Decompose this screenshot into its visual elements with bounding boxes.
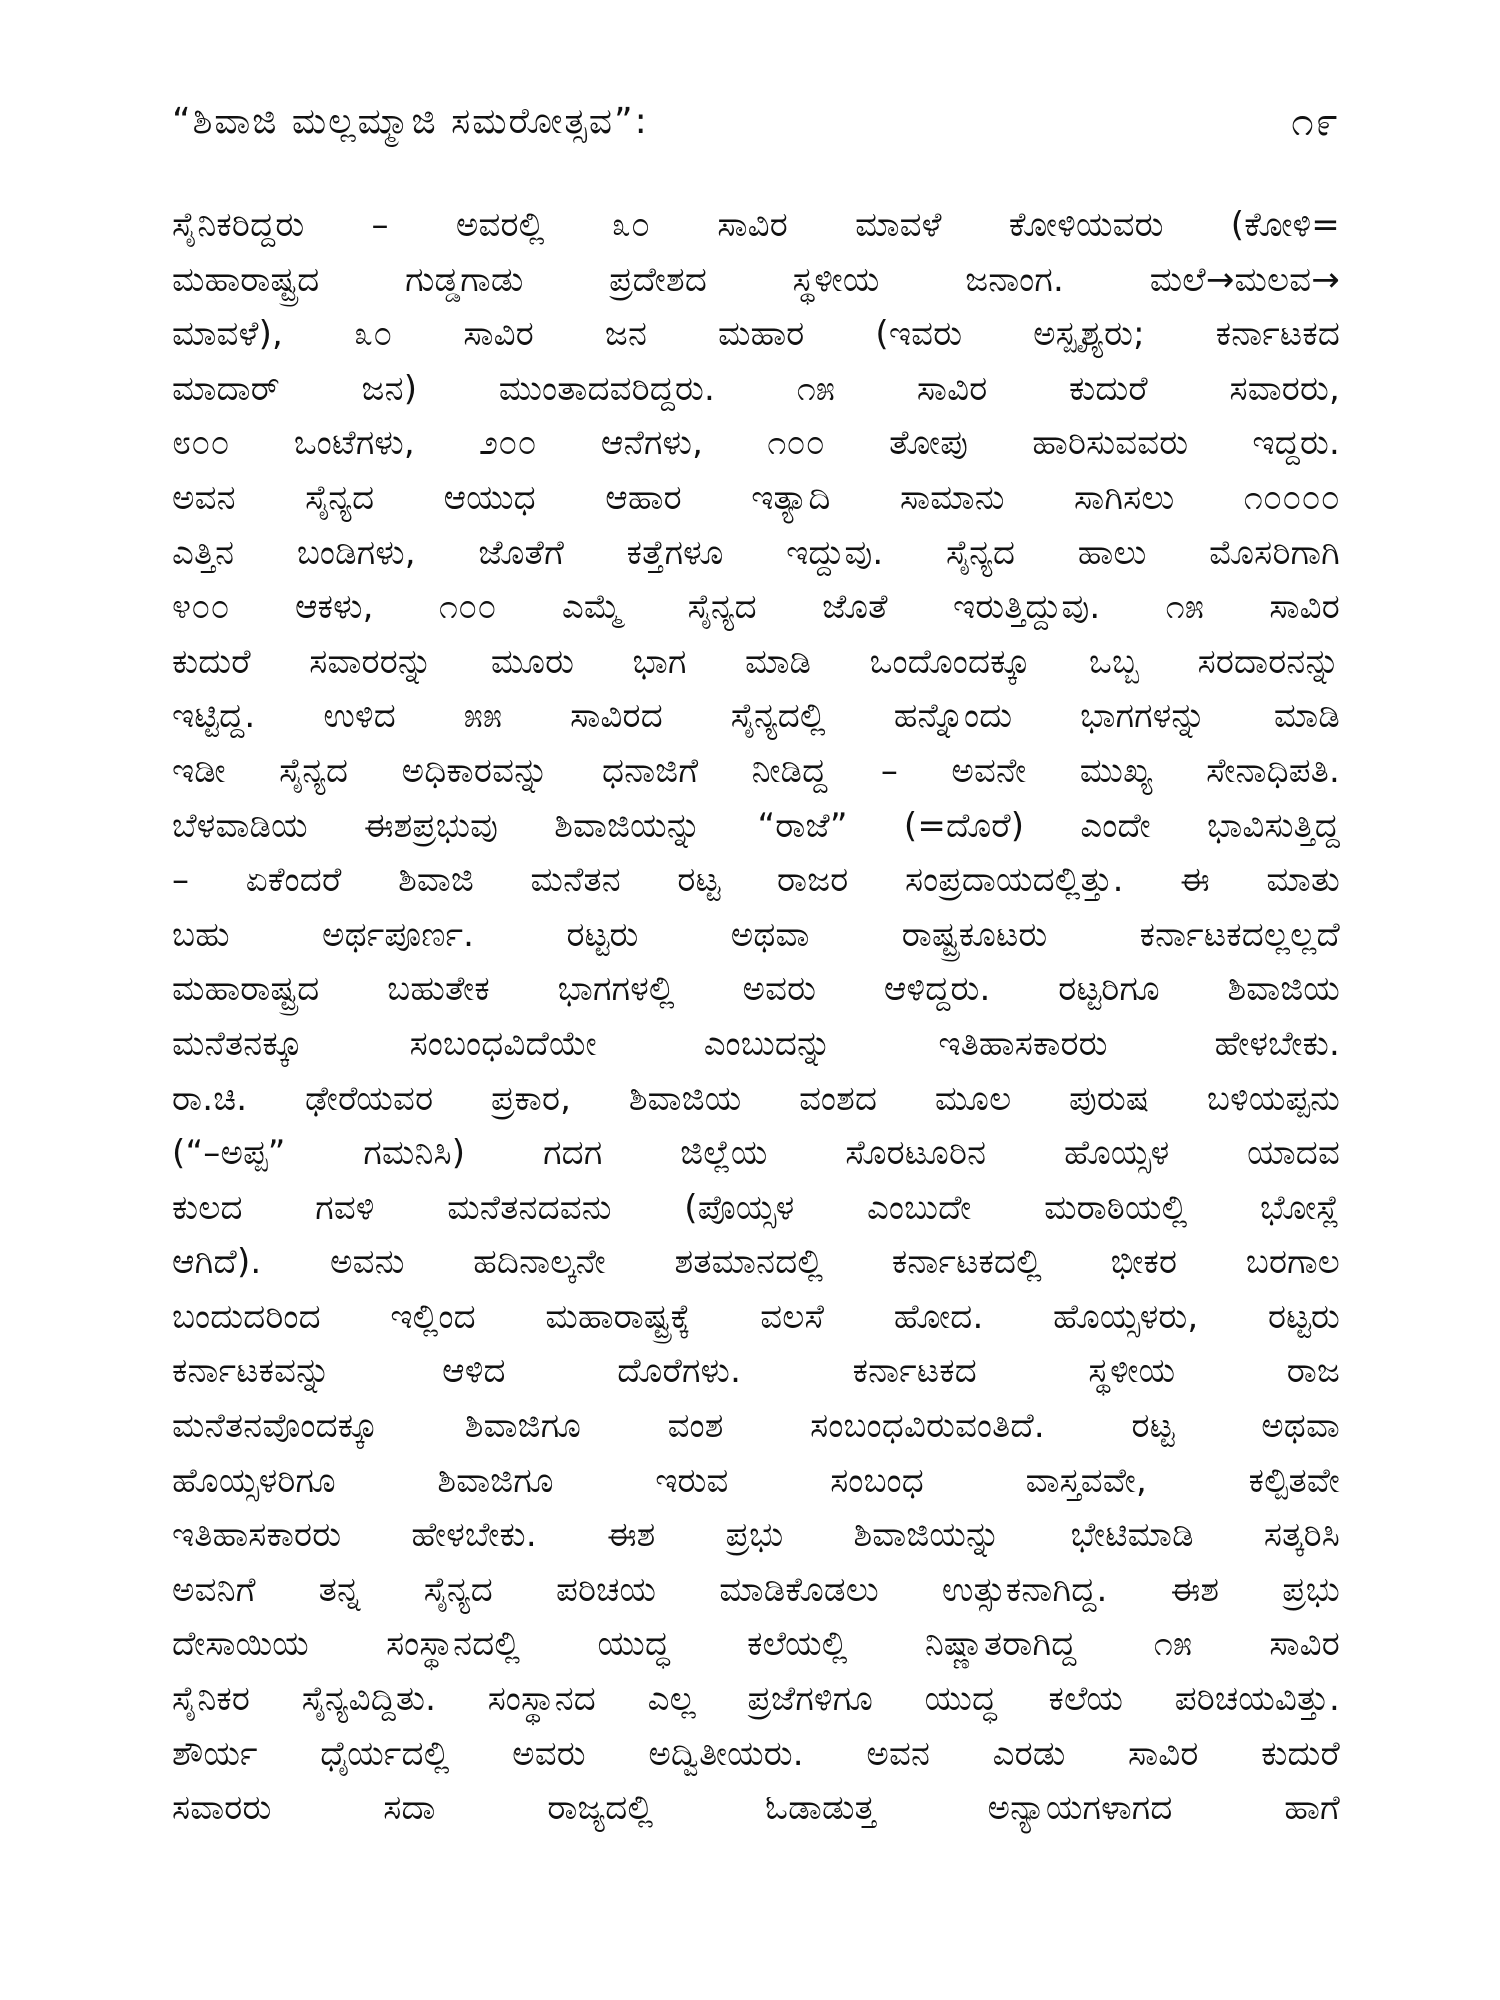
text-line: ಅವನ ಸೈನ್ಯದ ಆಯುಧ ಆಹಾರ ಇತ್ಯಾದಿ ಸಾಮಾನು ಸಾಗಿಸಲು ೧೦೦೦೦ <box>172 477 1340 518</box>
text-line: ಸವಾರರು ಸದಾ ರಾಜ್ಯದಲ್ಲಿ ಓಡಾಡುತ್ತ ಅನ್ಯಾಯಗಳಾಗದ ಹಾಗೆ <box>172 1788 1340 1829</box>
body-paragraph <box>172 198 1340 1836</box>
text-line: ಮನೆತನಕ್ಕೂ ಸಂಬಂಧವಿದೆಯೇ ಎಂಬುದನ್ನು ಇತಿಹಾಸಕಾರರು ಹೇಳಬೇಕು. <box>172 1023 1340 1064</box>
running-title: “ಶಿವಾಜಿ ಮಲ್ಲಮ್ಮಾಜಿ ಸಮರೋತ್ಸವ”: <box>172 101 649 142</box>
text-line: ಇಡೀ ಸೈನ್ಯದ ಅಧಿಕಾರವನ್ನು ಧನಾಜಿಗೆ ನೀಡಿದ್ದ – ಅವನೇ ಮುಖ್ಯ ಸೇನಾಧಿಪತಿ. <box>172 750 1340 791</box>
text-line: ೮೦೦ ಒಂಟೆಗಳು, ೨೦೦ ಆನೆಗಳು, ೧೦೦ ತೋಪು ಹಾರಿಸುವವರು ಇದ್ದರು. <box>172 423 1340 464</box>
text-line: ಇಟ್ಟಿದ್ದ. ಉಳಿದ ೫೫ ಸಾವಿರದ ಸೈನ್ಯದಲ್ಲಿ ಹನ್ನೊಂದು ಭಾಗಗಳನ್ನು ಮಾಡಿ <box>172 696 1340 737</box>
text-line: ಅವನಿಗೆ ತನ್ನ ಸೈನ್ಯದ ಪರಿಚಯ ಮಾಡಿಕೊಡಲು ಉತ್ಸುಕನಾಗಿದ್ದ. ಈಶ ಪ್ರಭು <box>172 1569 1340 1610</box>
text-line: ಮನೆತನವೊಂದಕ್ಕೂ ಶಿವಾಜಿಗೂ ವಂಶ ಸಂಬಂಧವಿರುವಂತಿದೆ. ರಟ್ಟ ಅಥವಾ <box>172 1406 1340 1447</box>
text-line: ಬಂದುದರಿಂದ ಇಲ್ಲಿಂದ ಮಹಾರಾಷ್ಟ್ರಕ್ಕೆ ವಲಸೆ ಹೋದ. ಹೊಯ್ಸಳರು, ರಟ್ಟರು <box>172 1296 1340 1337</box>
text-line: ಕರ್ನಾಟಕವನ್ನು ಆಳಿದ ದೊರೆಗಳು. ಕರ್ನಾಟಕದ ಸ್ಥಳೀಯ ರಾಜ <box>172 1351 1340 1392</box>
text-line: ಆಗಿದೆ). ಅವನು ಹದಿನಾಲ್ಕನೇ ಶತಮಾನದಲ್ಲಿ ಕರ್ನಾಟಕದಲ್ಲಿ ಭೀಕರ ಬರಗಾಲ <box>172 1242 1340 1283</box>
text-line: ಮಹಾರಾಷ್ಟ್ರದ ಬಹುತೇಕ ಭಾಗಗಳಲ್ಲಿ ಅವರು ಆಳಿದ್ದರು. ರಟ್ಟರಿಗೂ ಶಿವಾಜಿಯ <box>172 969 1340 1010</box>
text-line: ೪೦೦ ಆಕಳು, ೧೦೦ ಎಮ್ಮೆ ಸೈನ್ಯದ ಜೊತೆ ಇರುತ್ತಿದ್ದುವು. ೧೫ ಸಾವಿರ <box>172 587 1340 628</box>
text-line: ಎತ್ತಿನ ಬಂಡಿಗಳು, ಜೊತೆಗೆ ಕತ್ತೆಗಳೂ ಇದ್ದುವು. ಸೈನ್ಯದ ಹಾಲು ಮೊಸರಿಗಾಗಿ <box>172 532 1340 573</box>
text-line: ಬಹು ಅರ್ಥಪೂರ್ಣ. ರಟ್ಟರು ಅಥವಾ ರಾಷ್ಟ್ರಕೂಟರು ಕರ್ನಾಟಕದಲ್ಲಲ್ಲದೆ <box>172 914 1340 955</box>
text-line: ಕುದುರೆ ಸವಾರರನ್ನು ಮೂರು ಭಾಗ ಮಾಡಿ ಒಂದೊಂದಕ್ಕೂ ಒಬ್ಬ ಸರದಾರನನ್ನು <box>172 641 1340 682</box>
text-line: ಬೆಳವಾಡಿಯ ಈಶಪ್ರಭುವು ಶಿವಾಜಿಯನ್ನು “ರಾಜೆ” (=ದೊರೆ) ಎಂದೇ ಭಾವಿಸುತ್ತಿದ್ದ <box>172 805 1340 846</box>
text-line: ಹೊಯ್ಸಳರಿಗೂ ಶಿವಾಜಿಗೂ ಇರುವ ಸಂಬಂಧ ವಾಸ್ತವವೇ, ಕಲ್ಪಿತವೇ <box>172 1460 1340 1501</box>
text-line: ಇತಿಹಾಸಕಾರರು ಹೇಳಬೇಕು. ಈಶ ಪ್ರಭು ಶಿವಾಜಿಯನ್ನು ಭೇಟಿಮಾಡಿ ಸತ್ಕರಿಸಿ <box>172 1515 1340 1556</box>
text-line: ಸೈನಿಕರ ಸೈನ್ಯವಿದ್ದಿತು. ಸಂಸ್ಥಾನದ ಎಲ್ಲ ಪ್ರಜೆಗಳಿಗೂ ಯುದ್ಧ ಕಲೆಯ ಪರಿಚಯವಿತ್ತು. <box>172 1679 1340 1720</box>
text-line: ಸೈನಿಕರಿದ್ದರು – ಅವರಲ್ಲಿ ೩೦ ಸಾವಿರ ಮಾವಳೆ ಕೋಳಿಯವರು (ಕೋಳಿ= <box>172 205 1340 245</box>
text-line: ದೇಸಾಯಿಯ ಸಂಸ್ಥಾನದಲ್ಲಿ ಯುದ್ಧ ಕಲೆಯಲ್ಲಿ ನಿಷ್ಣಾತರಾಗಿದ್ದ ೧೫ ಸಾವಿರ <box>172 1624 1340 1665</box>
text-line: – ಏಕೆಂದರೆ ಶಿವಾಜಿ ಮನೆತನ ರಟ್ಟ ರಾಜರ ಸಂಪ್ರದಾಯದಲ್ಲಿತ್ತು. ಈ ಮಾತು <box>172 860 1340 901</box>
text-line: ಮಾವಳೆ), ೩೦ ಸಾವಿರ ಜನ ಮಹಾರ (ಇವರು ಅಸ್ಪೃಶ್ಯರು; ಕರ್ನಾಟಕದ <box>172 314 1340 355</box>
text-line: (“–ಅಪ್ಪ” ಗಮನಿಸಿ) ಗದಗ ಜಿಲ್ಲೆಯ ಸೊರಟೂರಿನ ಹೊಯ್ಸಳ ಯಾದವ <box>172 1133 1340 1174</box>
text-line: ರಾ.ಚಿ. ಢೇರೆಯವರ ಪ್ರಕಾರ, ಶಿವಾಜಿಯ ವಂಶದ ಮೂಲ ಪುರುಷ ಬಳಿಯಪ್ಪನು <box>172 1078 1340 1119</box>
text-line: ಶೌರ್ಯ ಧೈರ್ಯದಲ್ಲಿ ಅವರು ಅದ್ವಿತೀಯರು. ಅವನ ಎರಡು ಸಾವಿರ ಕುದುರೆ <box>172 1733 1340 1774</box>
page-number: ೧೯ <box>1291 99 1340 145</box>
text-line: ಕುಲದ ಗವಳಿ ಮನೆತನದವನು (ಪೊಯ್ಸಳ ಎಂಬುದೇ ಮರಾಠಿಯಲ್ಲಿ ಭೋಸ್ಲೆ <box>172 1187 1340 1228</box>
text-line: ಮಹಾರಾಷ್ಟ್ರದ ಗುಡ್ಡಗಾಡು ಪ್ರದೇಶದ ಸ್ಥಳೀಯ ಜನಾಂಗ. ಮಲೆ→ಮಲವ→ <box>172 259 1340 300</box>
text-line: ಮಾದಾರ್ ಜನ) ಮುಂತಾದವರಿದ್ದರು. ೧೫ ಸಾವಿರ ಕುದುರೆ ಸವಾರರು, <box>172 368 1340 409</box>
running-header <box>172 92 1340 152</box>
